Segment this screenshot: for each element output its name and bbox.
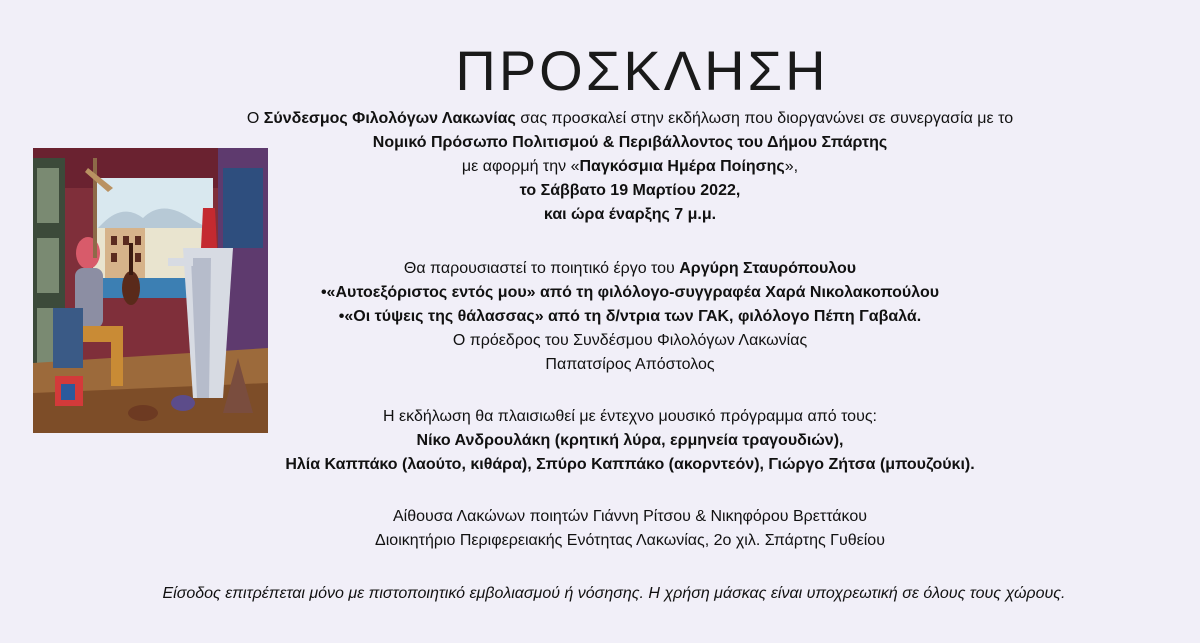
- venue-line-1: Αίθουσα Λακώνων ποιητών Γιάννη Ρίτσου & Νικηφόρου Βρεττάκου: [392, 508, 867, 525]
- partner-name: Νομικό Πρόσωπο Πολιτισμού & Περιβάλλοντος του Δήμου Σπάρτης: [372, 134, 888, 151]
- musicians-2: Ηλία Καππάκο (λαούτο, κιθάρα), Σπύρο Καππάκο (ακορντεόν), Γιώργο Ζήτσα (μπουζούκι).: [285, 456, 975, 473]
- event-date: [100, 179, 1160, 203]
- presentation-2: •«Οι τύψεις της θάλασσας» από τη δ/ντρια των ΓΑΚ, φιλόλογο Πέπη Γαβαλά.: [338, 308, 922, 325]
- intro-line-1-post: σας προσκαλεί στην εκδήλωση που διοργανώνει σε συνεργασία με το: [515, 110, 1014, 127]
- music-line-1: Η εκδήλωση θα πλαισιωθεί με έντεχνο μουσικό πρόγραμμα από τους:: [383, 408, 877, 425]
- intro-line-3-pre: με αφορμή την «: [461, 158, 580, 175]
- venue-line-2: Διοικητήριο Περιφερειακής Ενότητας Λακωνίας, 2ο χιλ. Σπάρτης Γυθείου: [375, 532, 885, 549]
- music-block: [100, 405, 1160, 477]
- intro-line-3-post: »,: [784, 158, 799, 175]
- president-title: Ο πρόεδρος του Συνδέσμου Φιλολόγων Λακωνίας: [452, 332, 808, 349]
- venue-block: [100, 505, 1160, 553]
- presentation-1: •«Αυτοεξόριστος εντός μου» από τη φιλόλογο-συγγραφέα Χαρά Νικολακοπούλου: [320, 284, 940, 301]
- invitation-title: ΠΡΟΣΚΛΗΣΗ: [455, 39, 829, 102]
- event-date-text: το Σάββατο 19 Μαρτίου 2022,: [519, 182, 741, 199]
- intro-line-1: [100, 107, 1160, 131]
- music-line-3: [100, 453, 1160, 477]
- program-line-1: [100, 257, 1160, 281]
- intro-block: [100, 107, 1160, 227]
- intro-line-1-pre: Ο: [246, 110, 264, 127]
- president-name: Παπατσίρος Απόστολος: [545, 356, 715, 373]
- organizer-name: Σύνδεσμος Φιλολόγων Λακωνίας: [263, 110, 516, 127]
- event-time-text: και ώρα έναρξης 7 μ.μ.: [543, 206, 717, 223]
- musician-1: Νίκο Ανδρουλάκη (κρητική λύρα, ερμηνεία τραγουδιών),: [416, 432, 844, 449]
- event-time: [100, 203, 1160, 227]
- intro-line-2: [100, 131, 1160, 155]
- poet-name: Αργύρη Σταυρόπουλου: [679, 260, 857, 277]
- program-line-1-pre: Θα παρουσιαστεί το ποιητικό έργο του: [403, 260, 680, 277]
- occasion-name: Παγκόσμια Ημέρα Ποίησης: [579, 158, 785, 175]
- intro-line-3: [100, 155, 1160, 179]
- music-line-2: [100, 429, 1160, 453]
- entry-notice: Είσοδος επιτρέπεται μόνο με πιστοποιητικό εμβολιασμού ή νόσησης. Η χρήση μάσκας είναι υποχρεωτική σε όλους τους χώρους.: [162, 585, 1066, 602]
- program-line-3: [100, 305, 1160, 329]
- program-block: [100, 257, 1160, 377]
- program-line-2: [100, 281, 1160, 305]
